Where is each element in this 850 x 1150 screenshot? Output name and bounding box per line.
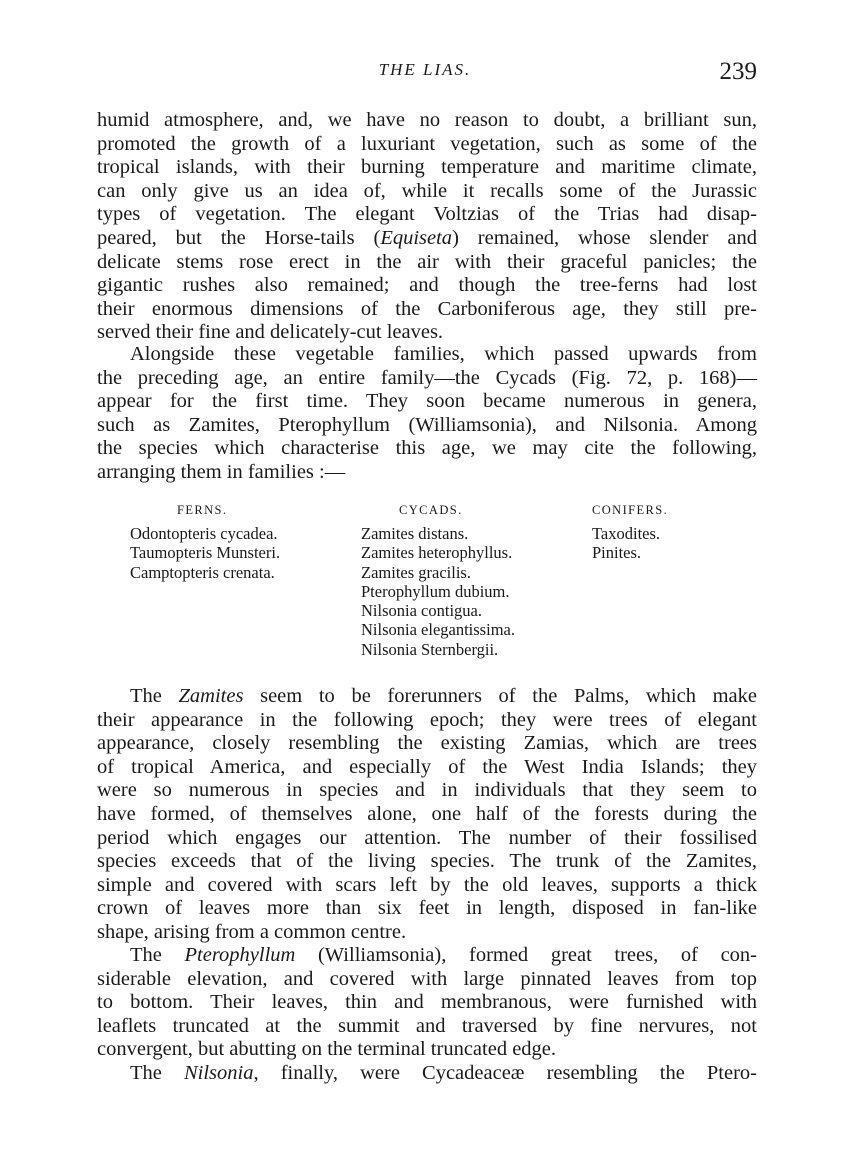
text-line: their enormous dimensions of the Carboniferous age, they still pre- — [97, 297, 757, 320]
species-name: Pinites. — [592, 543, 642, 563]
species-name: Zamites distans. — [361, 524, 469, 543]
species-name: Nilsonia elegantissima. — [361, 620, 515, 640]
text-line: of tropical America, and especially of the West India Islands; they — [97, 755, 757, 778]
text-line: gigantic rushes also remained; and though the tree-ferns had lost — [97, 274, 757, 297]
paragraph-cycads — [97, 343, 757, 485]
conifers-heading: CONIFERS. — [592, 503, 669, 517]
text-line: humid atmosphere, and, we have no reason to doubt, a brilliant sun, — [97, 109, 757, 131]
text-line: species exceeds that of the living species. The trunk of the Zamites, — [97, 850, 757, 873]
paragraph-pterophyllum — [97, 944, 757, 1086]
plant-families-table — [130, 502, 710, 662]
text-line: period which engages our attention. The number of their fossilised — [97, 826, 757, 849]
text-line: The Pterophyllum (Williamsonia), formed great trees, of con- — [130, 944, 757, 966]
text-line: to bottom. Their leaves, thin and membranous, were furnished with — [97, 991, 757, 1014]
text-line: appearance, closely resembling the existing Zamias, which are trees — [97, 732, 757, 755]
text-line: appear for the first time. They soon became numerous in genera, — [97, 390, 757, 413]
text-line: served their fine and delicately-cut leaves. — [97, 321, 444, 344]
text-line: The Zamites seem to be forerunners of the Palms, which make — [130, 685, 757, 707]
text-line: such as Zamites, Pterophyllum (Williamsonia), and Nilsonia. Among — [97, 413, 757, 436]
text-line: delicate stems rose erect in the air with their graceful panicles; the — [97, 250, 757, 273]
species-name: Odontopteris cycadea. — [130, 524, 278, 543]
text-line: shape, arising from a common centre. — [97, 920, 407, 943]
species-name: Zamites gracilis. — [361, 562, 471, 582]
text-line: were so numerous in species and in individuals that they seem to — [97, 779, 757, 802]
text-line: The Nilsonia, finally, were Cycadeaceæ resembling the Ptero- — [130, 1061, 758, 1084]
text-line: can only give us an idea of, while it recalls some of the Jurassic — [97, 179, 757, 202]
cycads-column — [361, 502, 515, 659]
ferns-column — [130, 502, 280, 582]
running-head: THE LIAS. — [378, 60, 472, 79]
text-line: convergent, but abutting on the terminal truncated edge. — [97, 1038, 557, 1061]
text-line: arranging them in families :— — [97, 460, 346, 483]
paragraph-zamites — [97, 685, 757, 945]
paragraph-vegetation — [97, 109, 757, 345]
species-name: Zamites heterophyllus. — [361, 543, 513, 563]
species-name: Nilsonia Sternbergii. — [361, 639, 499, 659]
text-line: the preceding age, an entire family—the Cycads (Fig. 72, p. 168)— — [97, 366, 757, 389]
text-line: simple and covered with scars left by the old leaves, supports a thick — [97, 873, 757, 896]
species-name: Taxodites. — [592, 524, 661, 543]
species-name: Camptopteris crenata. — [130, 562, 275, 582]
text-line: siderable elevation, and covered with large pinnated leaves from top — [97, 967, 757, 990]
text-line: Alongside these vegetable families, which passed upwards from — [130, 343, 757, 365]
text-line: types of vegetation. The elegant Voltzias of the Trias had disap- — [97, 203, 757, 226]
text-line: the species which characterise this age, we may cite the following, — [97, 437, 757, 460]
conifers-column — [592, 502, 668, 563]
page-header — [0, 58, 850, 88]
species-name: Nilsonia contigua. — [361, 601, 482, 621]
text-line: peared, but the Horse-tails (Equiseta) remained, whose slender and — [97, 226, 757, 249]
ferns-heading: FERNS. — [177, 503, 228, 517]
text-line: have formed, of themselves alone, one half of the forests during the — [97, 802, 757, 825]
text-line: crown of leaves more than six feet in length, disposed in fan-like — [97, 897, 757, 920]
species-name: Pterophyllum dubium. — [361, 581, 510, 601]
page-number: 239 — [719, 58, 757, 85]
text-line: their appearance in the following epoch; they were trees of elegant — [97, 708, 757, 731]
text-line: promoted the growth of a luxuriant vegetation, such as some of the — [97, 132, 757, 155]
cycads-heading: CYCADS. — [399, 503, 463, 517]
text-line: tropical islands, with their burning temperature and maritime climate, — [97, 156, 757, 179]
text-line: leaflets truncated at the summit and traversed by fine nervures, not — [97, 1014, 757, 1037]
species-name: Taumopteris Munsteri. — [130, 543, 281, 563]
